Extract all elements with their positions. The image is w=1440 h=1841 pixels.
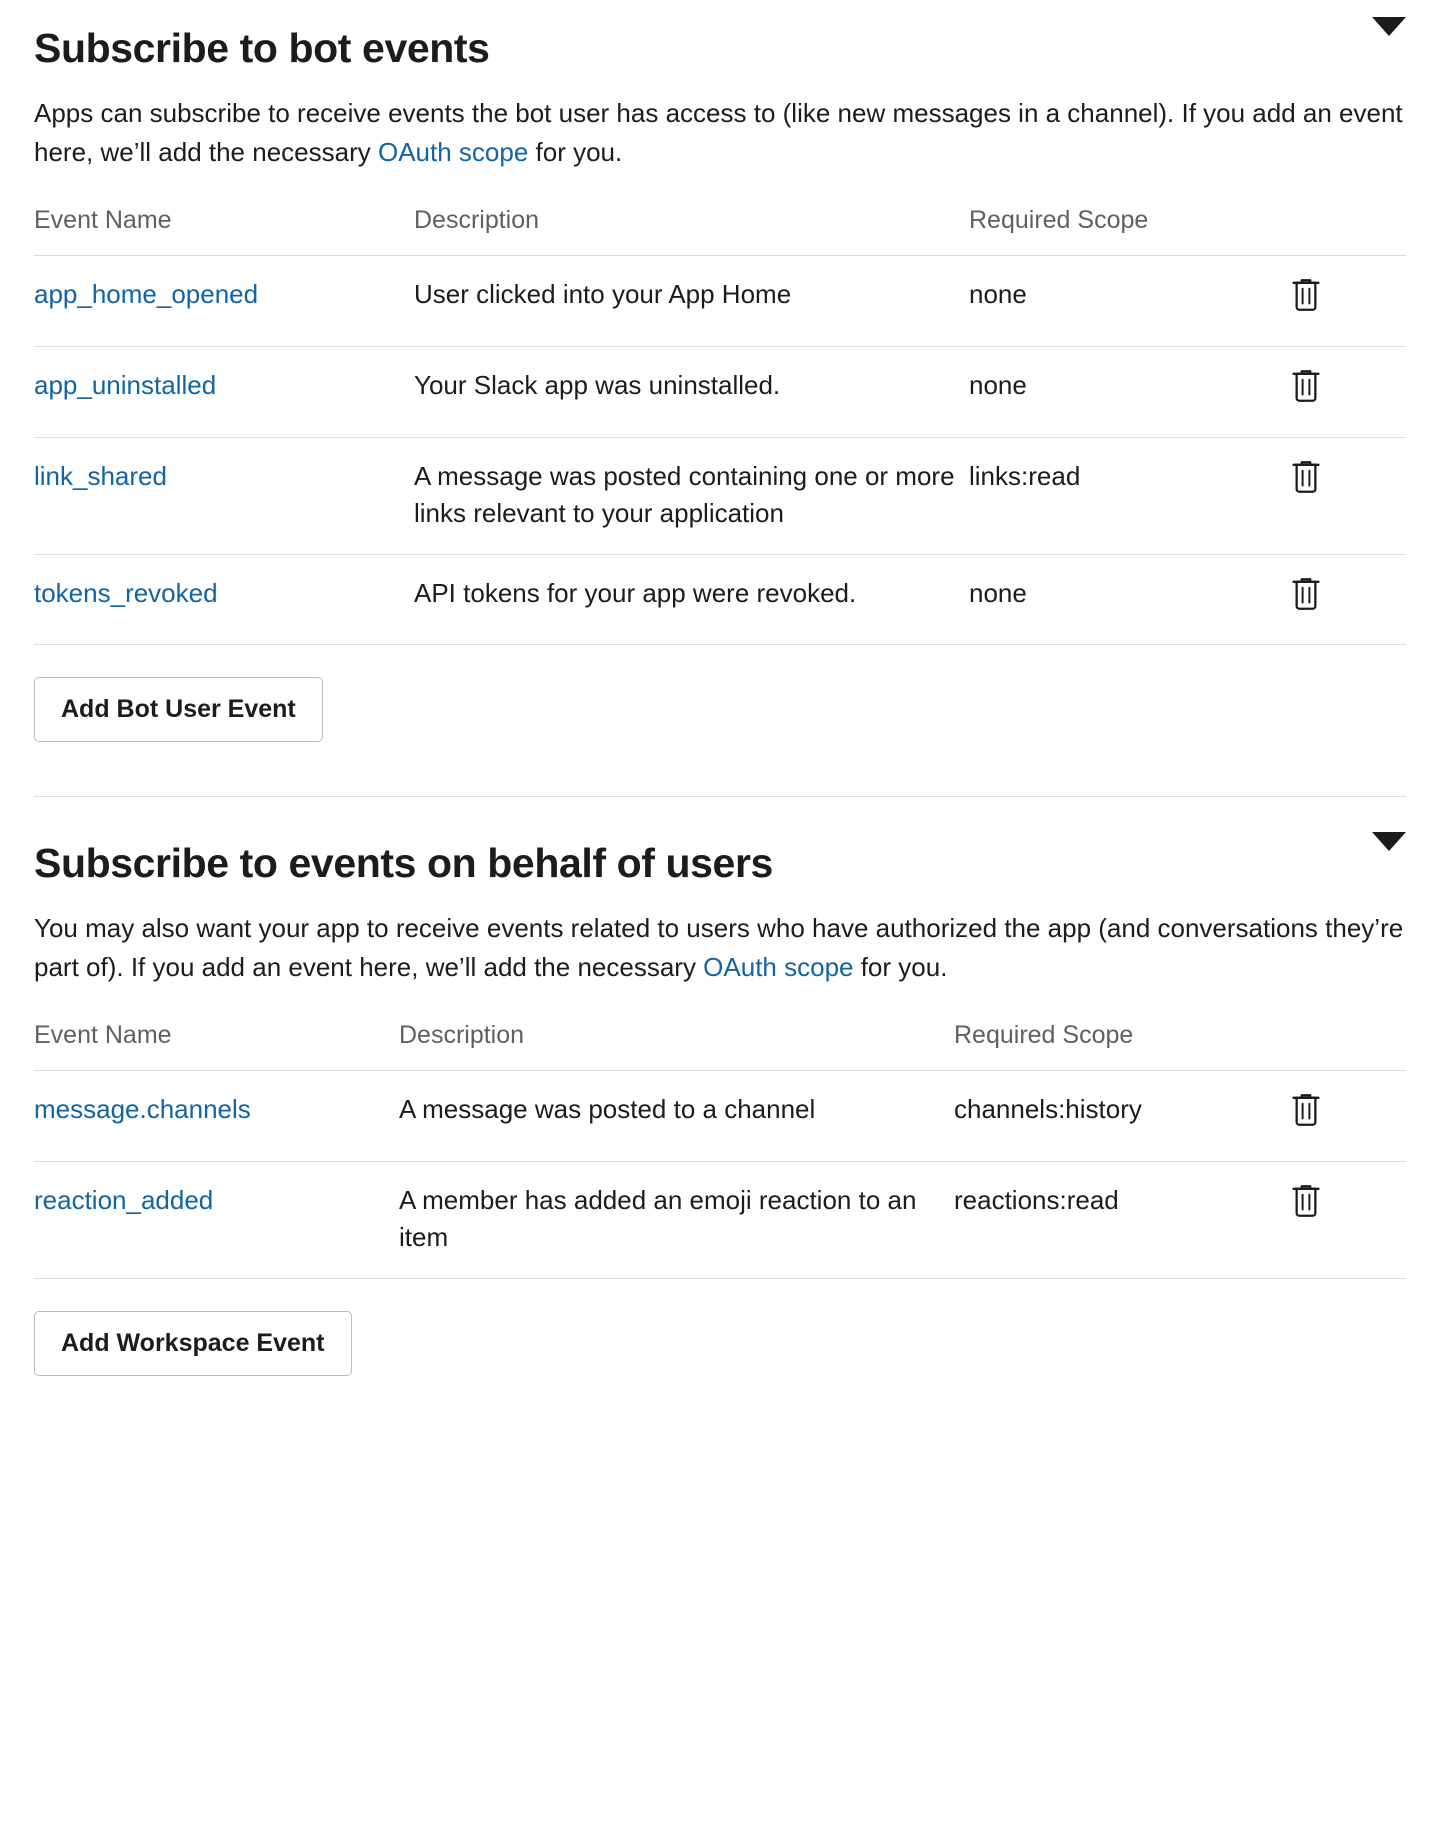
user-event-delete-cell: [1289, 1071, 1406, 1162]
bot-event-delete-cell: [1289, 255, 1406, 346]
user-event-name-cell: [34, 1162, 399, 1279]
add-workspace-event-button[interactable]: Add Workspace Event: [34, 1311, 352, 1376]
bot-event-link-app-uninstalled[interactable]: app_uninstalled: [34, 369, 217, 400]
table-row: [34, 1162, 1406, 1279]
bot-table-header-row: [34, 206, 1406, 256]
user-section-description: [34, 909, 1404, 987]
bot-events-table: [34, 206, 1406, 646]
bot-event-delete-cell: [1289, 346, 1406, 437]
subscribe-to-bot-events-section: [34, 26, 1406, 742]
user-description-text-2: for you.: [853, 952, 948, 983]
trash-icon: [1289, 276, 1323, 314]
bot-event-scope-cell: none: [969, 255, 1289, 346]
user-section-title: Subscribe to events on behalf of users: [34, 840, 773, 887]
table-row: [34, 255, 1406, 346]
bot-event-name-cell: [34, 554, 414, 645]
user-table-header-row: [34, 1021, 1406, 1071]
user-event-scope-cell: channels:history: [954, 1071, 1289, 1162]
column-header-event-name: Event Name: [34, 1021, 399, 1071]
chevron-down-icon: [1372, 17, 1406, 51]
bot-event-scope-cell: none: [969, 346, 1289, 437]
trash-icon: [1289, 575, 1323, 613]
bot-oauth-scope-link[interactable]: OAuth scope: [377, 136, 529, 167]
bot-event-link-link-shared[interactable]: link_shared: [34, 460, 167, 491]
bot-description-text-1: Apps can subscribe to receive events the bot user has access to (like new messages in a channel). If you add an event here, we’ll add the necessary: [34, 97, 1403, 167]
bot-section-header: [34, 26, 1406, 72]
user-event-link-message-channels[interactable]: message.channels: [34, 1094, 251, 1125]
delete-bot-event-button[interactable]: [1289, 575, 1323, 613]
delete-user-event-button[interactable]: [1289, 1182, 1323, 1220]
bot-event-name-cell: [34, 437, 414, 554]
page-title: Subscribe to bot events: [34, 25, 490, 71]
column-header-event-name: Event Name: [34, 206, 414, 256]
delete-user-event-button[interactable]: [1289, 1091, 1323, 1129]
bot-event-description-cell: Your Slack app was uninstalled.: [414, 346, 969, 437]
bot-event-delete-cell: [1289, 554, 1406, 645]
bot-event-scope-cell: none: [969, 554, 1289, 645]
bot-event-description-cell: API tokens for your app were revoked.: [414, 554, 969, 645]
add-bot-user-event-button[interactable]: Add Bot User Event: [34, 677, 323, 742]
table-row: [34, 1071, 1406, 1162]
column-header-description: Description: [414, 206, 969, 256]
spacer: [34, 797, 1406, 841]
subscribe-to-user-events-section: [34, 841, 1406, 1376]
delete-bot-event-button[interactable]: [1289, 458, 1323, 496]
user-event-description-cell: A member has added an emoji reaction to an item: [399, 1162, 954, 1279]
table-row: [34, 437, 1406, 554]
user-description-text-1: You may also want your app to receive events related to users who have authorized the app (and conversations they’re part of). If you add an event here, we’ll add the necessary: [34, 913, 1404, 983]
user-events-table: [34, 1021, 1406, 1279]
bot-event-name-cell: [34, 346, 414, 437]
user-event-scope-cell: reactions:read: [954, 1162, 1289, 1279]
trash-icon: [1289, 1091, 1323, 1129]
column-header-required-scope: Required Scope: [954, 1021, 1406, 1071]
user-event-name-cell: [34, 1071, 399, 1162]
user-event-description-cell: A message was posted to a channel: [399, 1071, 954, 1162]
table-row: [34, 554, 1406, 645]
bot-event-link-tokens-revoked[interactable]: tokens_revoked: [34, 577, 218, 608]
bot-event-description-cell: A message was posted containing one or more links relevant to your application: [414, 437, 969, 554]
bot-event-scope-cell: links:read: [969, 437, 1289, 554]
table-row: [34, 346, 1406, 437]
user-section-header: [34, 841, 1406, 887]
bot-event-link-app-home-opened[interactable]: app_home_opened: [34, 278, 259, 309]
user-oauth-scope-link[interactable]: OAuth scope: [703, 952, 854, 983]
user-event-delete-cell: [1289, 1162, 1406, 1279]
column-header-description: Description: [399, 1021, 954, 1071]
bot-event-delete-cell: [1289, 437, 1406, 554]
bot-section-description: [34, 94, 1404, 172]
delete-bot-event-button[interactable]: [1289, 276, 1323, 314]
trash-icon: [1289, 458, 1323, 496]
delete-bot-event-button[interactable]: [1289, 367, 1323, 405]
user-event-link-reaction-added[interactable]: reaction_added: [34, 1185, 214, 1216]
trash-icon: [1289, 367, 1323, 405]
chevron-down-icon: [1372, 832, 1406, 866]
bot-event-name-cell: [34, 255, 414, 346]
column-header-required-scope: Required Scope: [969, 206, 1406, 256]
bot-event-description-cell: User clicked into your App Home: [414, 255, 969, 346]
trash-icon: [1289, 1182, 1323, 1220]
bot-description-text-2: for you.: [528, 136, 623, 167]
